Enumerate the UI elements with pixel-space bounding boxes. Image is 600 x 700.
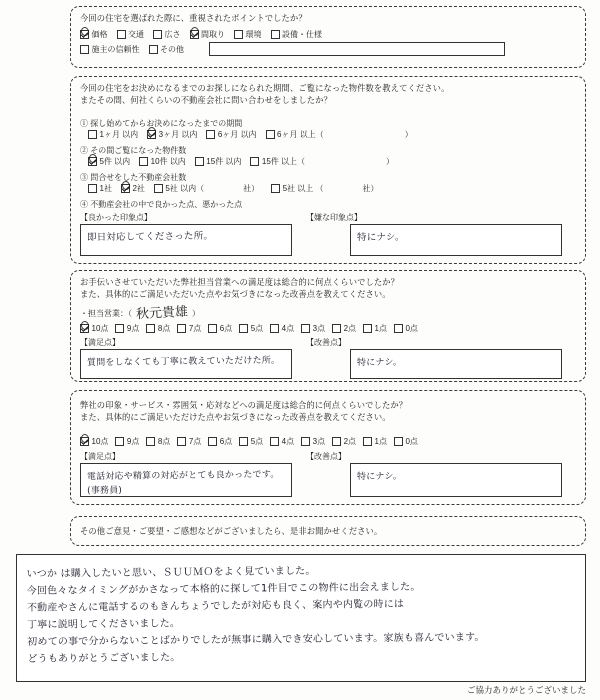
checkbox-shinraisei[interactable]	[80, 45, 89, 54]
option-hirosa[interactable]: 広さ	[153, 29, 181, 40]
checkbox-1month[interactable]	[88, 130, 97, 139]
section1-options-row1	[71, 29, 585, 40]
section3-improve-answer-text: 特にナシ。	[356, 357, 403, 369]
option-shinraisei[interactable]: 施主の信頼性	[80, 44, 140, 55]
section2-good-answer-text: 即日対応してくださった所。	[86, 230, 214, 244]
section3-question: お手伝いさせていただいた弊社担当営業への満足度は総合的に何点くらいでしたか？ また、具体的にご満足いただいた点やお気づきになった改善点を教えてください。	[80, 277, 400, 299]
section1-options-row2	[71, 43, 585, 56]
option-kakaku[interactable]: 価格	[80, 29, 108, 40]
checkbox-setsubi[interactable]	[271, 30, 280, 39]
company-score-8[interactable]: 8点	[146, 436, 170, 447]
checkbox-sonota[interactable]	[149, 45, 158, 54]
checkbox-over6months[interactable]	[266, 130, 275, 139]
good-impression-label: 【良かった印象点】	[80, 213, 152, 222]
option-6months[interactable]: 6ヶ月 以内	[206, 129, 256, 140]
checkbox-10props[interactable]	[139, 157, 148, 166]
section3-answer-headers	[71, 334, 585, 349]
option-1month[interactable]: 1ヶ月 以内	[88, 129, 138, 140]
section4-good-label: 【満足点】	[80, 452, 120, 461]
checkbox-1company[interactable]	[88, 184, 97, 193]
option-3months[interactable]: 3ヶ月 以内	[147, 129, 197, 140]
checkbox-kankyo[interactable]	[234, 30, 243, 39]
section3-improve-answer-box[interactable]	[350, 349, 562, 379]
section2-bad-answer-box[interactable]	[350, 224, 562, 256]
section3-good-label: 【満足点】	[80, 338, 120, 347]
option-5companies-under[interactable]: 5社 以内（	[154, 183, 204, 194]
company-score-0[interactable]: 0点	[394, 436, 418, 447]
section4-question: 弊社の印象・サービス・雰囲気・応対などへの満足度は総合的に何点くらいでしたか？ また、具体的にご満足いただけた点やお気づきになった改善点を教えてください。	[80, 400, 408, 422]
score-8[interactable]: 8点	[146, 323, 170, 334]
score-9[interactable]: 9点	[115, 323, 139, 334]
checkbox-score-10[interactable]	[80, 324, 89, 333]
option-15props[interactable]: 15件 以内	[195, 156, 242, 167]
company-score-7[interactable]: 7点	[177, 436, 201, 447]
section-other-comments	[70, 516, 586, 546]
checkbox-company-score-2[interactable]	[332, 437, 341, 446]
section2-item2-options	[71, 156, 585, 167]
bad-impression-label: 【嫌な印象点】	[306, 213, 362, 222]
checkbox-company-score-6[interactable]	[208, 437, 217, 446]
checkbox-6months[interactable]	[206, 130, 215, 139]
section4-improve-label: 【改善点】	[306, 452, 346, 461]
section-staff-satisfaction	[70, 270, 586, 382]
score-4[interactable]: 4点	[270, 323, 294, 334]
section2-item1-options	[71, 129, 585, 140]
section2-bad-answer-text: 特にナシ。	[356, 231, 405, 244]
section1-other-input[interactable]	[209, 42, 505, 56]
section2-item3-label: ③ 問合せをした不動産会社数	[80, 173, 187, 182]
checkbox-kotsu[interactable]	[117, 30, 126, 39]
option-5companies-over[interactable]: 5社 以上 （	[271, 183, 323, 194]
section2-item3-tail: 社）	[362, 184, 379, 193]
checkbox-score-6[interactable]	[208, 324, 217, 333]
section-company-satisfaction	[70, 390, 586, 505]
score-6[interactable]: 6点	[208, 323, 232, 334]
checkbox-company-score-8[interactable]	[146, 437, 155, 446]
company-score-6[interactable]: 6点	[208, 436, 232, 447]
checkbox-over15props[interactable]	[250, 157, 259, 166]
checkbox-company-score-9[interactable]	[115, 437, 124, 446]
checkbox-score-5[interactable]	[239, 324, 248, 333]
score-7[interactable]: 7点	[177, 323, 201, 334]
section4-good-answer-text: 電話対応や精算の対応がとても良かったです。 (事務員)	[86, 469, 280, 497]
section1-question: 今回の住宅を選ばれた際に、重視されたポイントでしたか？	[80, 13, 307, 23]
checkbox-2companies[interactable]	[121, 184, 130, 193]
checkbox-score-4[interactable]	[270, 324, 279, 333]
checkbox-score-9[interactable]	[115, 324, 124, 333]
section3-good-answer-box[interactable]	[80, 349, 292, 379]
checkbox-score-2[interactable]	[332, 324, 341, 333]
option-madori[interactable]: 間取り	[190, 29, 226, 40]
section3-score-row	[71, 323, 585, 334]
section4-score-row	[71, 436, 585, 447]
section2-item2-label: ② その間ご覧になった物件数	[80, 146, 187, 155]
section2-item2-tail: ）	[386, 157, 395, 166]
section-search-period	[70, 76, 586, 264]
option-over15props[interactable]: 15件 以上（	[250, 156, 305, 167]
checkbox-score-8[interactable]	[146, 324, 155, 333]
option-over6months[interactable]: 6ヶ月 以上（	[266, 129, 324, 140]
section2-item1-tail: ）	[404, 130, 413, 139]
company-score-1[interactable]: 1点	[363, 436, 387, 447]
score-0[interactable]: 0点	[394, 323, 418, 334]
checkbox-score-1[interactable]	[363, 324, 372, 333]
thanks-note: ご協力ありがとうございました	[466, 685, 586, 695]
option-kankyo[interactable]: 環境	[234, 29, 262, 40]
checkbox-company-score-10[interactable]	[80, 437, 89, 446]
option-5props[interactable]: 5件 以内	[88, 156, 130, 167]
checkbox-company-score-0[interactable]	[394, 437, 403, 446]
checkbox-company-score-3[interactable]	[301, 437, 310, 446]
score-10[interactable]: 10点	[80, 323, 108, 334]
option-10props[interactable]: 10件 以内	[139, 156, 186, 167]
checkbox-company-score-5[interactable]	[239, 437, 248, 446]
section2-item3-mid: 社）	[243, 184, 260, 193]
section5-question: その他ご意見・ご要望・ご感想などがございましたら、是非お聞かせください。	[80, 526, 383, 536]
section2-answer-headers	[71, 210, 585, 224]
company-score-3[interactable]: 3点	[301, 436, 325, 447]
score-2[interactable]: 2点	[332, 323, 356, 334]
company-score-2[interactable]: 2点	[332, 436, 356, 447]
score-5[interactable]: 5点	[239, 323, 263, 334]
section4-improve-answer-text: 特にナシ。	[356, 471, 403, 483]
option-sonota[interactable]: その他	[149, 44, 185, 55]
section3-staff-row: ・担当営業：（ 秋元貴雄 ）	[80, 304, 201, 323]
option-setsubi[interactable]: 設備・仕様	[271, 29, 323, 40]
checkbox-score-0[interactable]	[394, 324, 403, 333]
company-score-10[interactable]: 10点	[80, 436, 108, 447]
section4-good-answer-box[interactable]	[80, 463, 292, 497]
section2-item3-options	[71, 183, 585, 194]
company-score-5[interactable]: 5点	[239, 436, 263, 447]
section2-good-answer-box[interactable]	[80, 224, 292, 256]
company-score-4[interactable]: 4点	[270, 436, 294, 447]
checkbox-company-score-4[interactable]	[270, 437, 279, 446]
score-1[interactable]: 1点	[363, 323, 387, 334]
checkbox-hirosa[interactable]	[153, 30, 162, 39]
section4-improve-answer-box[interactable]	[350, 463, 562, 497]
free-comment-box[interactable]	[16, 554, 586, 682]
checkbox-company-score-7[interactable]	[177, 437, 186, 446]
section4-answer-headers	[71, 447, 585, 463]
section2-item1-label: ① 探し始めてからお決めになったまでの期間	[80, 119, 243, 128]
checkbox-kakaku[interactable]	[80, 30, 89, 39]
checkbox-5companies-over[interactable]	[271, 184, 280, 193]
score-3[interactable]: 3点	[301, 323, 325, 334]
staff-name-handwritten: 秋元貴雄	[135, 304, 189, 323]
section2-question: 今回の住宅をお決めになるまでのお探しになられた期間、ご覧になった物件数を教えてください。 またその間、何社くらいの不動産会社に問い合わせをしましたか？	[80, 83, 450, 105]
checkbox-15props[interactable]	[195, 157, 204, 166]
checkbox-5props[interactable]	[88, 157, 97, 166]
checkbox-madori[interactable]	[190, 30, 199, 39]
option-kotsu[interactable]: 交通	[117, 29, 145, 40]
checkbox-score-3[interactable]	[301, 324, 310, 333]
option-2companies[interactable]: 2社	[121, 183, 145, 194]
section3-improve-label: 【改善点】	[306, 338, 346, 347]
free-comment-text: いつか は購入したいと思い、ＳＵＵＭＯをよく見ていました。 今回色々なタイミングがかさなって本格的に探して1件目でこの物件に出会えました。 不動産やさんに電話するのもきんちょうでしたが対応も良く、案内や内覧の時には 丁寧に説明してくださいました。 初めての事で分からないことばかりでしたが無事に購入でき安心しています。家族も喜んでいます。 どうもありがとうございました。	[26, 565, 485, 665]
checkbox-3months[interactable]	[147, 130, 156, 139]
section-priority-points	[70, 6, 586, 68]
section2-item4-label: ④ 不動産会社の中で良かった点、悪かった点	[80, 200, 243, 209]
checkbox-company-score-1[interactable]	[363, 437, 372, 446]
company-score-9[interactable]: 9点	[115, 436, 139, 447]
checkbox-score-7[interactable]	[177, 324, 186, 333]
section3-good-answer-text: 質問をしなくても丁寧に教えていただけた所。	[86, 355, 281, 369]
option-1company[interactable]: 1社	[88, 183, 112, 194]
checkbox-5companies-under[interactable]	[154, 184, 163, 193]
